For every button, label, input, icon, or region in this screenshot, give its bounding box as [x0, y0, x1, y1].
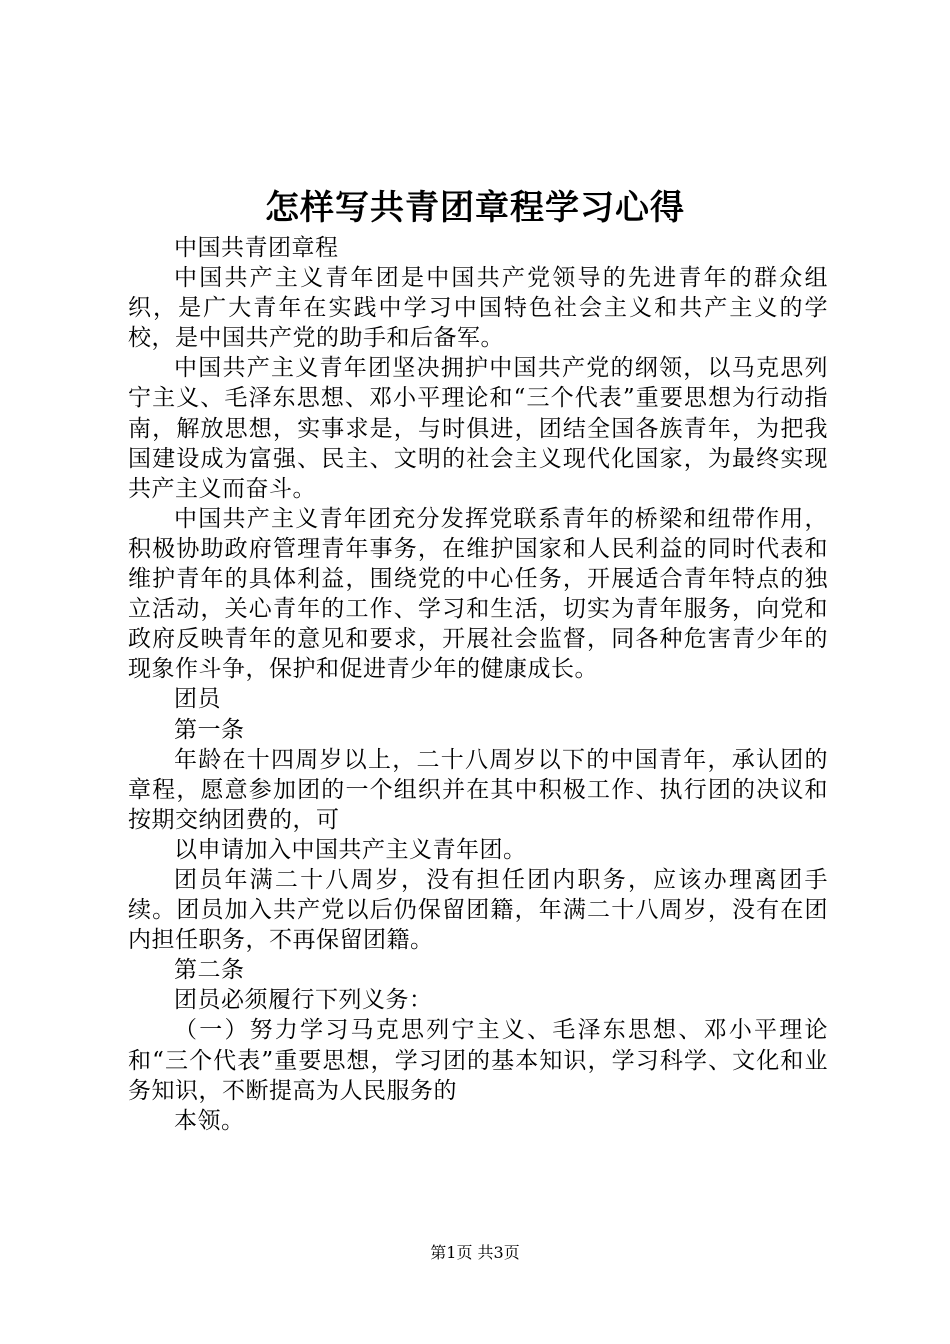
list-item: （一）努力学习马克思列宁主义、毛泽东思想、邓小平理论和“三个代表”重要思想，学习团的基本知识，学习科学、文化和业务知识，不断提高为人民服务的 [128, 1017, 828, 1104]
paragraph: 团员年满二十八周岁，没有担任团内职务，应该办理离团手续。团员加入共产党以后仍保留团籍，年满二十八周岁，没有在团内担任职务，不再保留团籍。 [128, 866, 828, 954]
article-heading: 第二条 [174, 957, 245, 984]
paragraph: 中国共产主义青年团是中国共产党领导的先进青年的群众组织，是广大青年在实践中学习中国特色社会主义和共产主义的学校，是中国共产党的助手和后备军。 [128, 265, 828, 352]
document-body [128, 233, 828, 1136]
paragraph: 中国共产主义青年团充分发挥党联系青年的桥梁和纽带作用，积极协助政府管理青年事务，在维护国家和人民利益的同时代表和维护青年的具体利益，围绕党的中心任务，开展适合青年特点的独立活动，关心青年的工作、学习和生活，切实为青年服务，向党和政府反映青年的意见和要求，开展社会监督，同各种危害青少年的现象作斗争，保护和促进青少年的健康成长。 [128, 505, 828, 683]
paragraph: 年龄在十四周岁以上，二十八周岁以下的中国青年，承认团的章程，愿意参加团的一个组织并在其中积极工作、执行团的决议和按期交纳团费的，可 [128, 746, 828, 833]
paragraph: 中国共产主义青年团坚决拥护中国共产党的纲领，以马克思列宁主义、毛泽东思想、邓小平理论和“三个代表”重要思想为行动指南，解放思想，实事求是，与时俱进，团结全国各族青年，为把我国建设成为富强、民主、文明的社会主义现代化国家，为最终实现共产主义而奋斗。 [128, 355, 828, 502]
paragraph: 团员必须履行下列义务： [174, 987, 433, 1014]
section-heading: 团员 [174, 686, 221, 713]
paragraph: 本领。 [174, 1107, 245, 1134]
article-heading: 第一条 [174, 716, 245, 743]
page-number-footer: 第1页 共3页 [430, 1243, 520, 1262]
document-title: 怎样写共青团章程学习心得 [265, 188, 685, 228]
paragraph-heading: 中国共青团章程 [174, 235, 339, 261]
paragraph: 以申请加入中国共产主义青年团。 [174, 836, 527, 863]
